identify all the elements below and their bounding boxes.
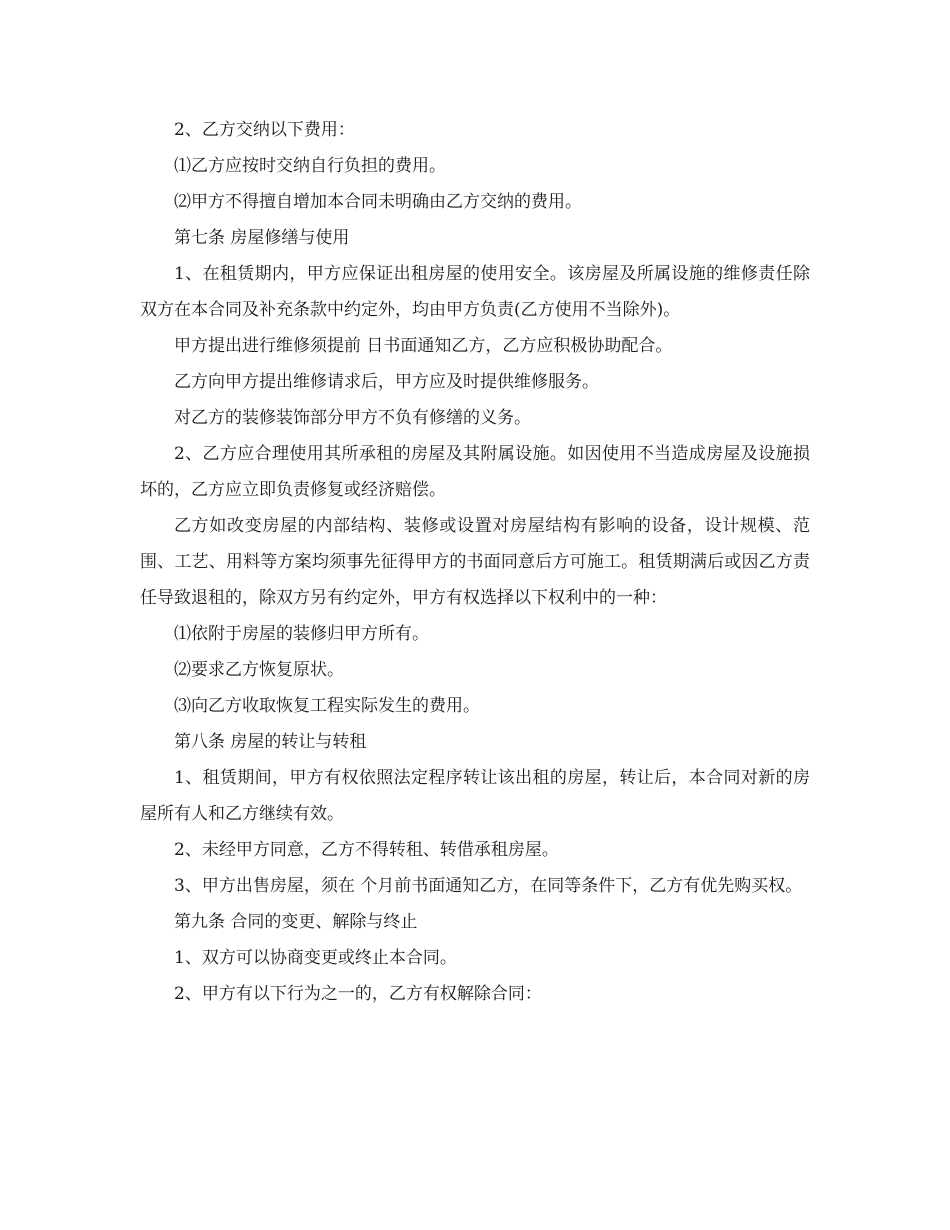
paragraph: 甲方提出进行维修须提前 日书面通知乙方，乙方应积极协助配合。 [174,336,673,356]
paragraph: ⑴乙方应按时交纳自行负担的费用。 [174,156,446,176]
paragraph: ⑵甲方不得擅自增加本合同未明确由乙方交纳的费用。 [174,192,582,212]
paragraph: ⑶向乙方收取恢复工程实际发生的费用。 [174,696,480,716]
paragraph: 对乙方的装修装饰部分甲方不负有修缮的义务。 [174,408,531,428]
paragraph: ⑵要求乙方恢复原状。 [174,660,344,680]
paragraph: 2、未经甲方同意，乙方不得转租、转借承租房屋。 [174,840,559,860]
paragraph: 1、在租赁期内，甲方应保证出租房屋的使用安全。该房屋及所属设施的维修责任除双方在本合同及补充条款中约定外，均由甲方负责(乙方使用不当除外)。 [140,264,810,320]
section-heading: 第八条 房屋的转让与转租 [174,732,367,752]
paragraph: 乙方如改变房屋的内部结构、装修或设置对房屋结构有影响的设备，设计规模、范围、工艺、用料等方案均须事先征得甲方的书面同意后方可施工。租赁期满后或因乙方责任导致退租的，除双方另有约定外，甲方有权选择以下权利中的一种： [140,516,810,608]
paragraph: 2、乙方应合理使用其所承租的房屋及其附属设施。如因使用不当造成房屋及设施损坏的，乙方应立即负责修复或经济赔偿。 [140,444,810,500]
paragraph: 1、双方可以协商变更或终止本合同。 [174,948,457,968]
paragraph: 3、甲方出售房屋，须在 个月前书面通知乙方，在同等条件下，乙方有优先购买权。 [174,876,803,896]
section-heading: 第九条 合同的变更、解除与终止 [174,912,418,932]
document-body [140,112,810,1012]
paragraph: ⑴依附于房屋的装修归甲方所有。 [174,624,429,644]
paragraph: 乙方向甲方提出维修请求后，甲方应及时提供维修服务。 [174,372,599,392]
paragraph: 1、租赁期间，甲方有权依照法定程序转让该出租的房屋，转让后，本合同对新的房屋所有人和乙方继续有效。 [140,768,810,824]
section-heading: 第七条 房屋修缮与使用 [174,228,350,248]
paragraph: 2、乙方交纳以下费用： [174,120,355,140]
paragraph: 2、甲方有以下行为之一的，乙方有权解除合同： [174,984,542,1004]
